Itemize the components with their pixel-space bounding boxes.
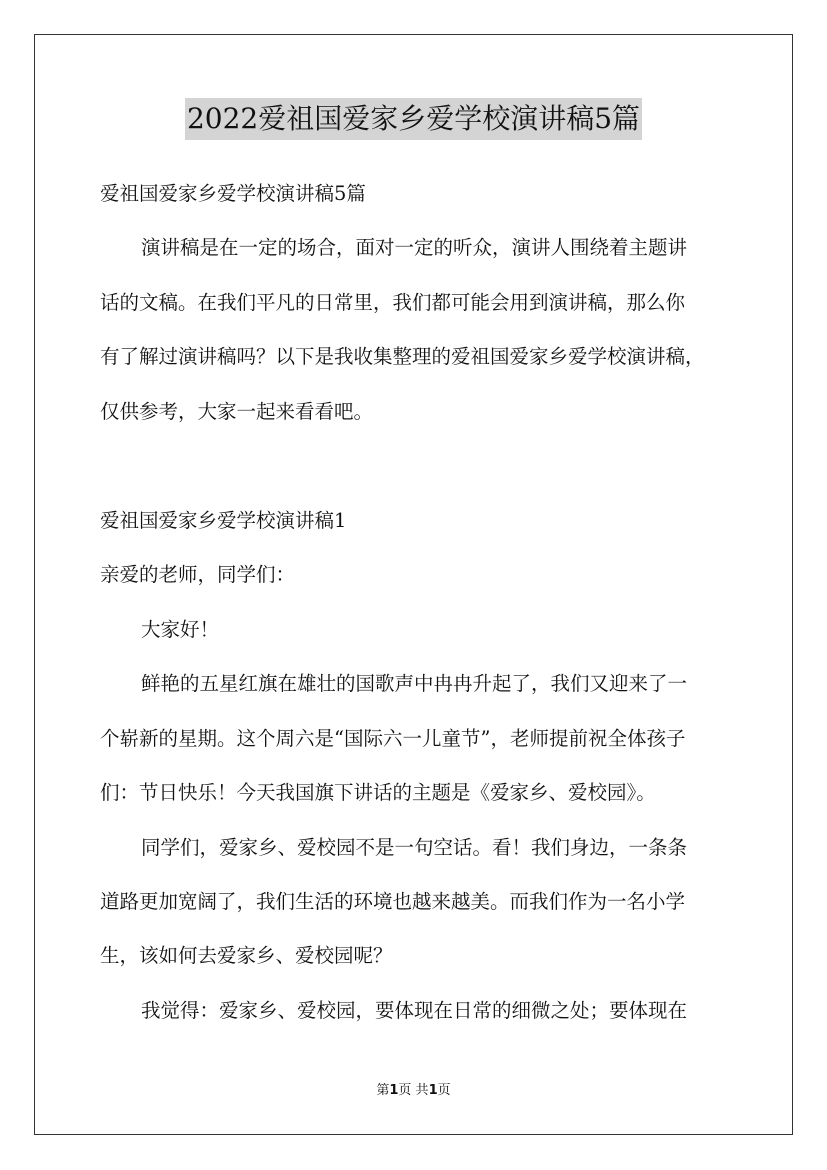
paragraph-line: 们：节日快乐！今天我国旗下讲话的主题是《爱家乡、爱校园》。 [100,781,656,804]
paragraph-line: 我觉得：爱家乡、爱校园，要体现在日常的细微之处；要体现在 [141,999,688,1022]
paragraph-line: 大家好！ [141,618,220,641]
paragraph-line: 话的文稿。在我们平凡的日常里，我们都可能会用到演讲稿，那么你 [100,291,686,314]
paragraph-line: 仅供参考，大家一起来看看吧。 [100,400,374,423]
document-title [0,98,827,140]
page-footer [0,1082,827,1100]
paragraph-line: 道路更加宽阔了，我们生活的环境也越来越美。而我们作为一名小学 [100,890,686,913]
paragraph-line: 同学们，爱家乡、爱校园不是一句空话。看！我们身边，一条条 [141,836,688,859]
footer-mid: 页 共 [398,1083,429,1098]
footer-page-number: 1 [389,1083,399,1098]
paragraph-line: 有了解过演讲稿吗？以下是我收集整理的爱祖国爱家乡爱学校演讲稿， [100,345,705,368]
footer-suffix: 页 [437,1083,451,1098]
paragraph-line: 生，该如何去爱家乡、爱校园呢？ [100,944,393,967]
paragraph-line: 演讲稿是在一定的场合，面对一定的听众，演讲人围绕着主题讲 [141,236,688,259]
paragraph-line: 鲜艳的五星红旗在雄壮的国歌声中冉冉升起了，我们又迎来了一 [141,672,688,695]
document-title-text: 2022爱祖国爱家乡爱学校演讲稿5篇 [185,98,642,140]
footer-total-pages: 1 [428,1083,438,1098]
subtitle-line: 爱祖国爱家乡爱学校演讲稿5篇 [100,182,366,205]
paragraph-line: 个崭新的星期。这个周六是“国际六一儿童节”，老师提前祝全体孩子 [100,727,686,750]
greeting-line: 亲爱的老师，同学们： [100,563,296,586]
footer-prefix: 第 [376,1083,390,1098]
section-heading: 爱祖国爱家乡爱学校演讲稿1 [100,509,347,532]
